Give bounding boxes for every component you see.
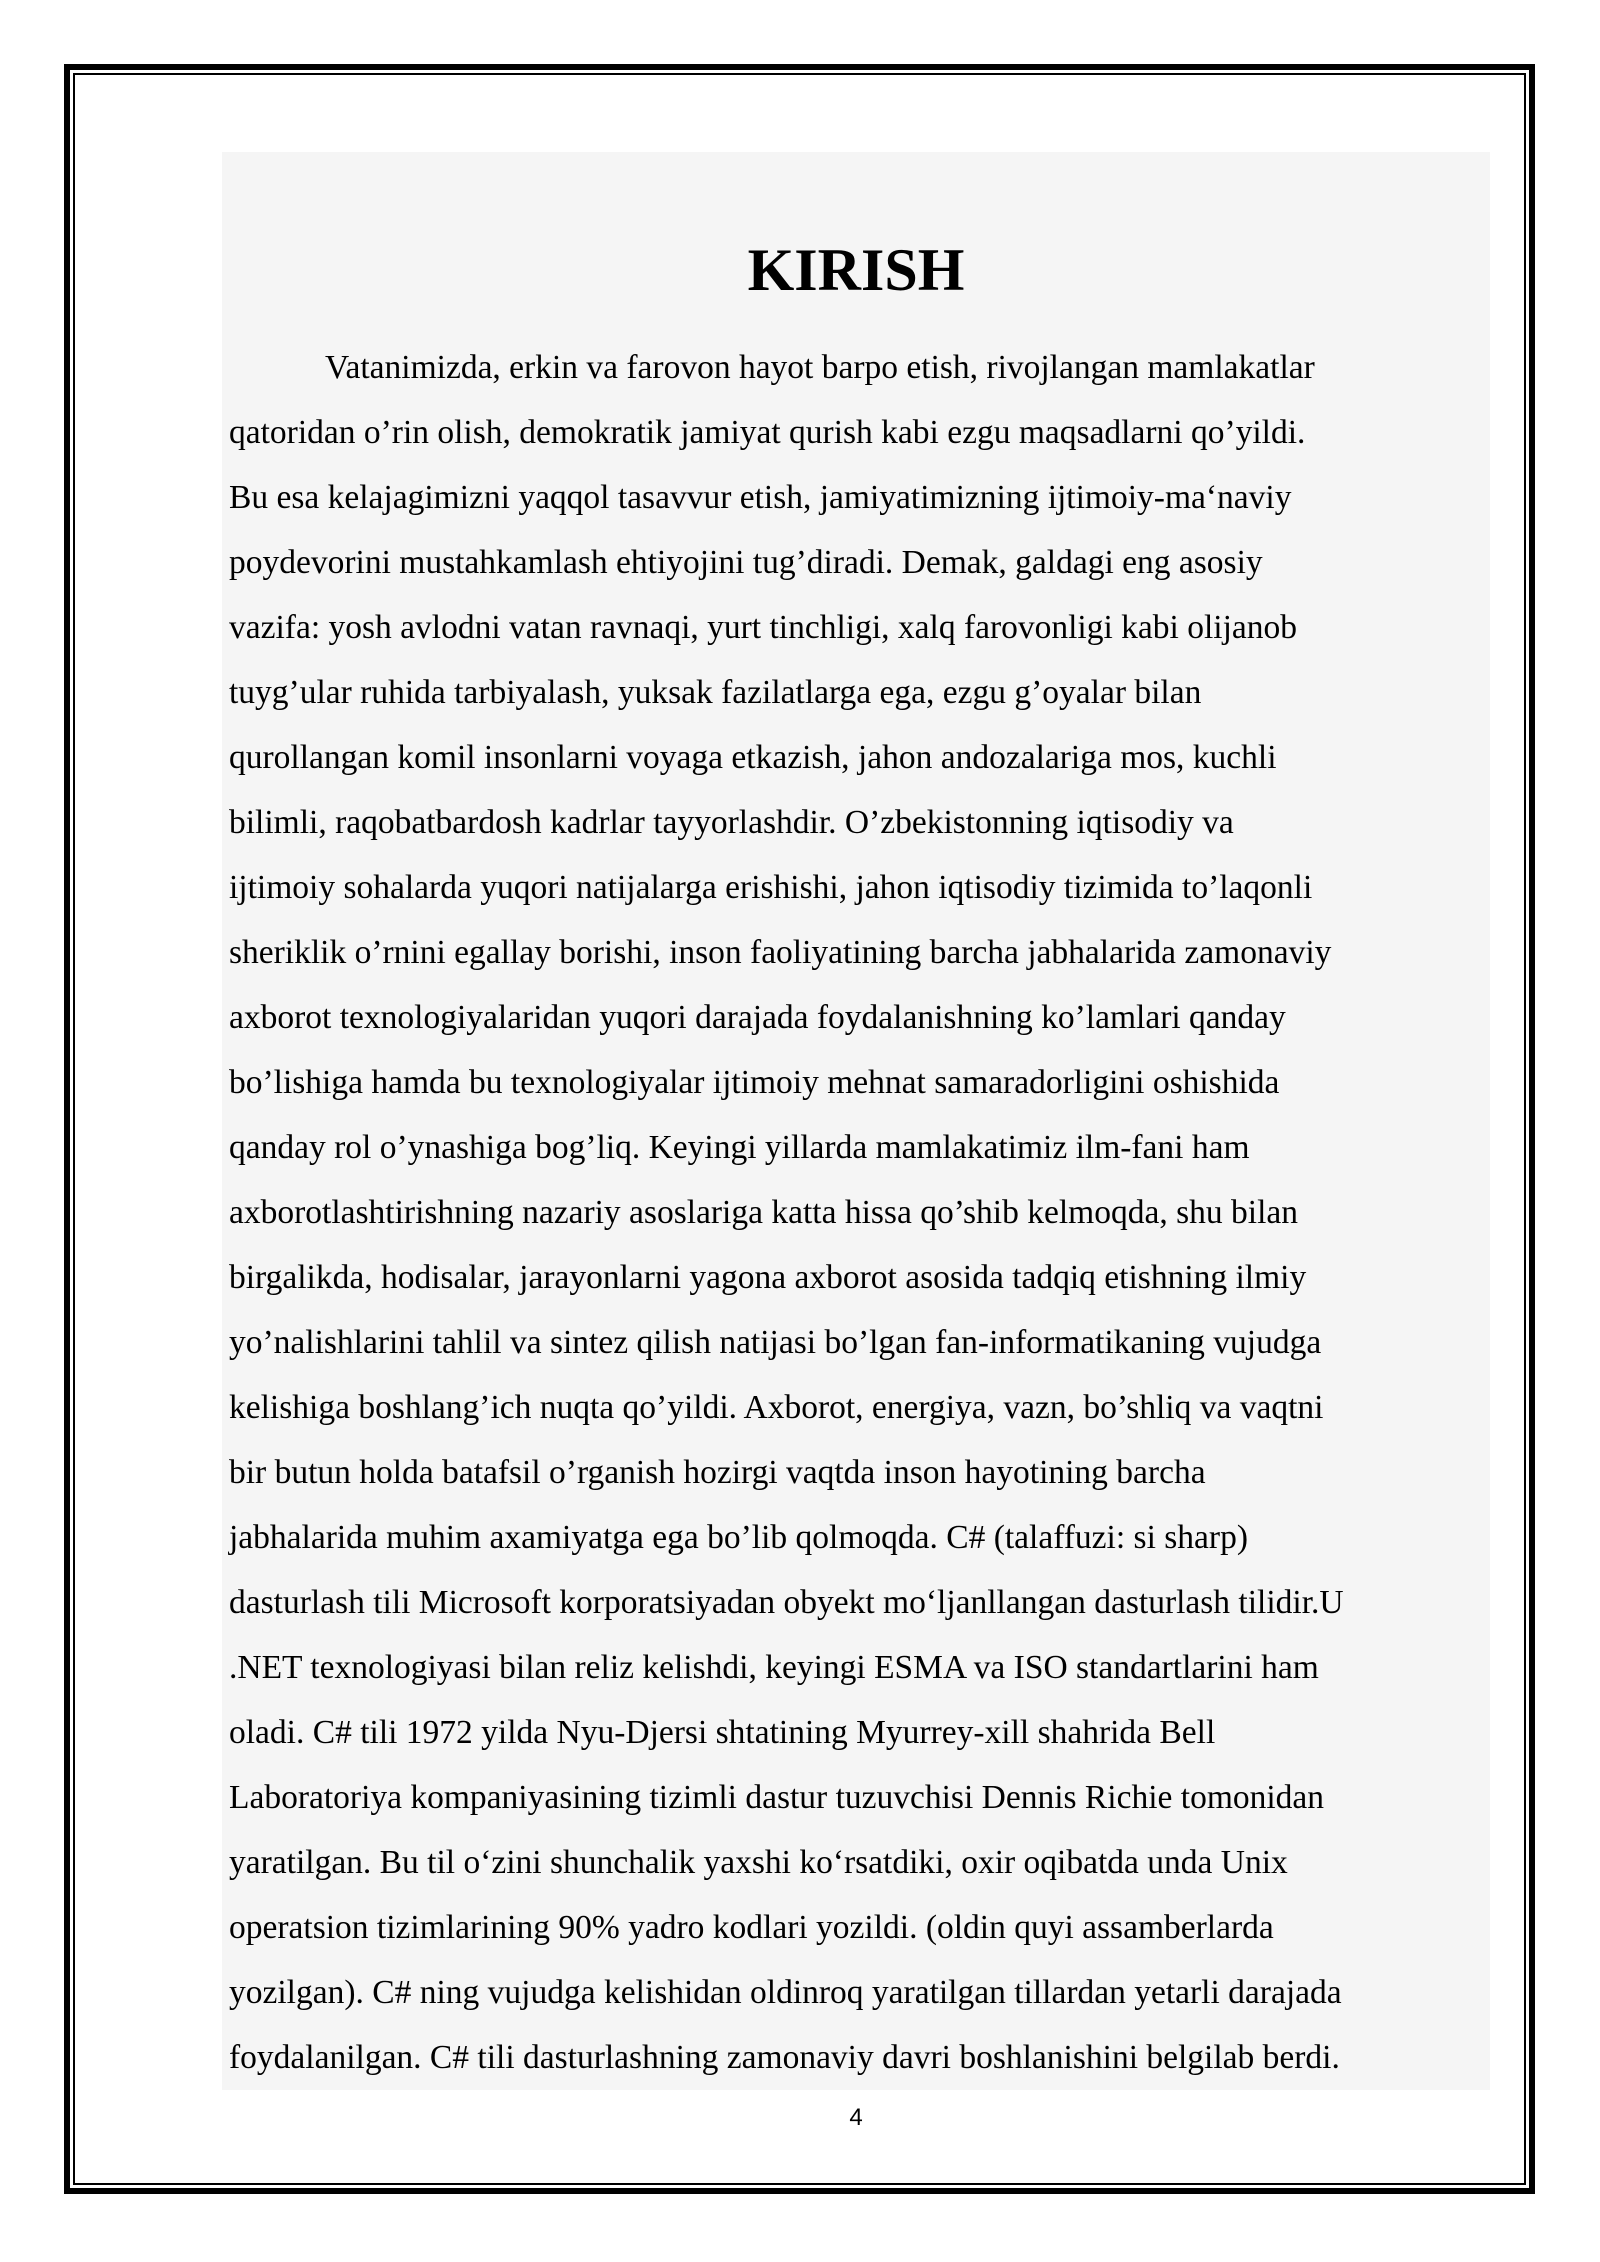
paragraph-line: jabhalarida muhim axamiyatga ega bo’lib qolmoqda. C# (talaffuzi: si sharp): [229, 1519, 1248, 1556]
paragraph-line: Bu esa kelajagimizni yaqqol tasavvur etish, jamiyatimizning ijtimoiy-ma‘naviy: [229, 479, 1292, 516]
paragraph-line: vazifa: yosh avlodni vatan ravnaqi, yurt tinchligi, xalq farovonligi kabi olijanob: [229, 609, 1298, 646]
intro-paragraph: [229, 335, 1489, 2090]
paragraph-line: foydalanilgan. C# tili dasturlashning zamonaviy davri boshlanishini belgilab berdi.: [229, 2039, 1340, 2076]
paragraph-line: poydevorini mustahkamlash ehtiyojini tug’diradi. Demak, galdagi eng asosiy: [229, 544, 1263, 581]
paragraph-line: bilimli, raqobatbardosh kadrlar tayyorlashdir. O’zbekistonning iqtisodiy va: [229, 804, 1234, 841]
paragraph-line: axborot texnologiyalaridan yuqori darajada foydalanishning ko’lamlari qanday: [229, 999, 1286, 1036]
paragraph-line: qatoridan o’rin olish, demokratik jamiyat qurish kabi ezgu maqsadlarni qo’yildi.: [229, 414, 1306, 451]
paragraph-line: oladi. C# tili 1972 yilda Nyu-Djersi shtatining Myurrey-xill shahrida Bell: [229, 1714, 1216, 1751]
paragraph-line: qanday rol o’ynashiga bog’liq. Keyingi yillarda mamlakatimiz ilm-fani ham: [229, 1129, 1250, 1166]
paragraph-line: birgalikda, hodisalar, jarayonlarni yagona axborot asosida tadqiq etishning ilmiy: [229, 1259, 1307, 1296]
paragraph-line: axborotlashtirishning nazariy asoslariga katta hissa qo’shib kelmoqda, shu bilan: [229, 1194, 1298, 1231]
paragraph-line: ijtimoiy sohalarda yuqori natijalarga erishishi, jahon iqtisodiy tizimida to’laqonli: [229, 869, 1313, 906]
paragraph-line: .NET texnologiyasi bilan reliz kelishdi, keyingi ESMA va ISO standartlarini ham: [229, 1649, 1319, 1686]
paragraph-line: bir butun holda batafsil o’rganish hozirgi vaqtda inson hayotining barcha: [229, 1454, 1206, 1491]
paragraph-line: dasturlash tili Microsoft korporatsiyadan obyekt mo‘ljanllangan dasturlash tilidir.U: [229, 1584, 1344, 1621]
paragraph-line: operatsion tizimlarining 90% yadro kodlari yozildi. (oldin quyi assamberlarda: [229, 1909, 1274, 1946]
paragraph-line: yozilgan). C# ning vujudga kelishidan oldinroq yaratilgan tillardan yetarli darajada: [229, 1974, 1342, 2011]
paragraph-line: tuyg’ular ruhida tarbiyalash, yuksak fazilatlarga ega, ezgu g’oyalar bilan: [229, 674, 1202, 711]
paragraph-line: yo’nalishlarini tahlil va sintez qilish natijasi bo’lgan fan-informatikaning vujudga: [229, 1324, 1322, 1361]
paragraph-line: sheriklik o’rnini egallay borishi, inson faoliyatining barcha jabhalarida zamonaviy: [229, 934, 1332, 971]
paragraph-line: Vatanimizda, erkin va farovon hayot barpo etish, rivojlangan mamlakatlar: [325, 349, 1315, 386]
paragraph-line: kelishiga boshlang’ich nuqta qo’yildi. Axborot, energiya, vazn, bo’shliq va vaqtni: [229, 1389, 1324, 1426]
page-title: KIRISH: [747, 237, 965, 303]
paragraph-line: Laboratoriya kompaniyasining tizimli dastur tuzuvchisi Dennis Richie tomonidan: [229, 1779, 1325, 1816]
page-number: 4: [849, 2104, 863, 2131]
paragraph-line: bo’lishiga hamda bu texnologiyalar ijtimoiy mehnat samaradorligini oshishida: [229, 1064, 1280, 1101]
paragraph-line: qurollangan komil insonlarni voyaga etkazish, jahon andozalariga mos, kuchli: [229, 739, 1277, 776]
paragraph-line: yaratilgan. Bu til o‘zini shunchalik yaxshi ko‘rsatdiki, oxir oqibatda unda Unix: [229, 1844, 1288, 1881]
